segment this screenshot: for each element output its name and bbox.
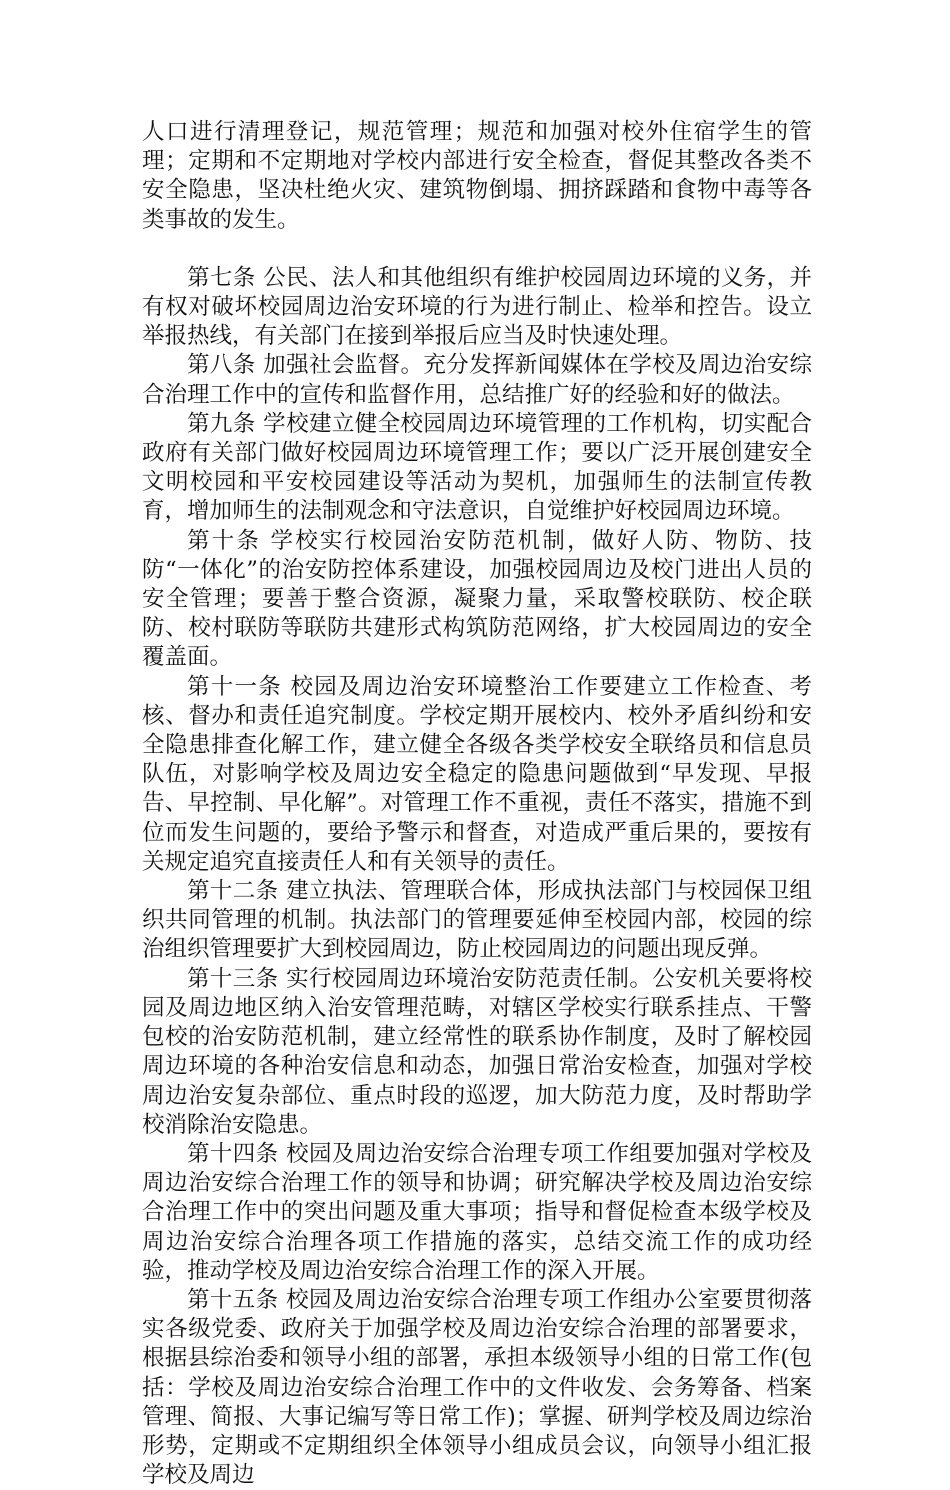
paragraph-article-10: 第十条 学校实行校园治安防范机制，做好人防、物防、技防“一体化”的治安防控体系建设，加强校园周边及校门进出人员的安全管理；要善于整合资源，凝聚力量，采取警校联防、校企联防、校村联防等联防共建形式构筑防范网络，扩大校园周边的安全覆盖面。	[142, 527, 812, 671]
paragraph-continuation: 人口进行清理登记，规范管理；规范和加强对校外住宿学生的管理；定期和不定期地对学校内部进行安全检查，督促其整改各类不安全隐患，坚决杜绝火灾、建筑物倒塌、拥挤踩踏和食物中毒等各类事故的发生。	[142, 119, 812, 233]
document-page	[142, 118, 812, 1490]
paragraph-article-14: 第十四条 校园及周边治安综合治理专项工作组要加强对学校及周边治安综合治理工作的领导和协调；研究解决学校及周边治安综合治理工作中的突出问题及重大事项；指导和督促检查本级学校及周边治安综合治理各项工作措施的落实，总结交流工作的成功经验，推动学校及周边治安综合治理工作的深入开展。	[142, 1140, 812, 1284]
paragraph-article-12: 第十二条 建立执法、管理联合体，形成执法部门与校园保卫组织共同管理的机制。执法部门的管理要延伸至校园内部，校园的综治组织管理要扩大到校园周边，防止校园周边的问题出现反弹。	[142, 878, 812, 963]
paragraph-article-11: 第十一条 校园及周边治安环境整治工作要建立工作检查、考核、督办和责任追究制度。学校定期开展校内、校外矛盾纠纷和安全隐患排查化解工作，建立健全各级各类学校安全联络员和信息员队伍，对影响学校及周边安全稳定的隐患问题做到“早发现、早报告、早控制、早化解”。对管理工作不重视，责任不落实，措施不到位而发生问题的，要给予警示和督查，对造成严重后果的，要按有关规定追究直接责任人和有关领导的责任。	[142, 673, 812, 875]
paragraph-article-15: 第十五条 校园及周边治安综合治理专项工作组办公室要贯彻落实各级党委、政府关于加强学校及周边治安综合治理的部署要求，根据县综治委和领导小组的部署，承担本级领导小组的日常工作(包括：学校及周边治安综合治理工作中的文件收发、会务筹备、档案管理、简报、大事记编写等日常工作)；掌握、研判学校及周边综治形势，定期或不定期组织全体领导小组成员会议，向领导小组汇报学校及周边	[142, 1286, 812, 1489]
paragraph-article-8: 第八条 加强社会监督。充分发挥新闻媒体在学校及周边治安综合治理工作中的宣传和监督作用，总结推广好的经验和好的做法。	[142, 352, 812, 408]
paragraph-article-9: 第九条 学校建立健全校园周边环境管理的工作机构，切实配合政府有关部门做好校园周边环境管理工作；要以广泛开展创建安全文明校园和平安校园建设等活动为契机，加强师生的法制宣传教育，增加师生的法制观念和守法意识，自觉维护好校园周边环境。	[142, 410, 812, 525]
paragraph-article-13: 第十三条 实行校园周边环境治安防范责任制。公安机关要将校园及周边地区纳入治安管理范畴，对辖区学校实行联系挂点、干警包校的治安防范机制，建立经常性的联系协作制度，及时了解校园周边环境的各种治安信息和动态，加强日常治安检查，加强对学校周边治安复杂部位、重点时段的巡逻，加大防范力度，及时帮助学校消除治安隐患。	[142, 965, 812, 1138]
paragraph-article-7: 第七条 公民、法人和其他组织有维护校园周边环境的义务，并有权对破坏校园周边治安环境的行为进行制止、检举和控告。设立举报热线，有关部门在接到举报后应当及时快速处理。	[142, 264, 812, 350]
